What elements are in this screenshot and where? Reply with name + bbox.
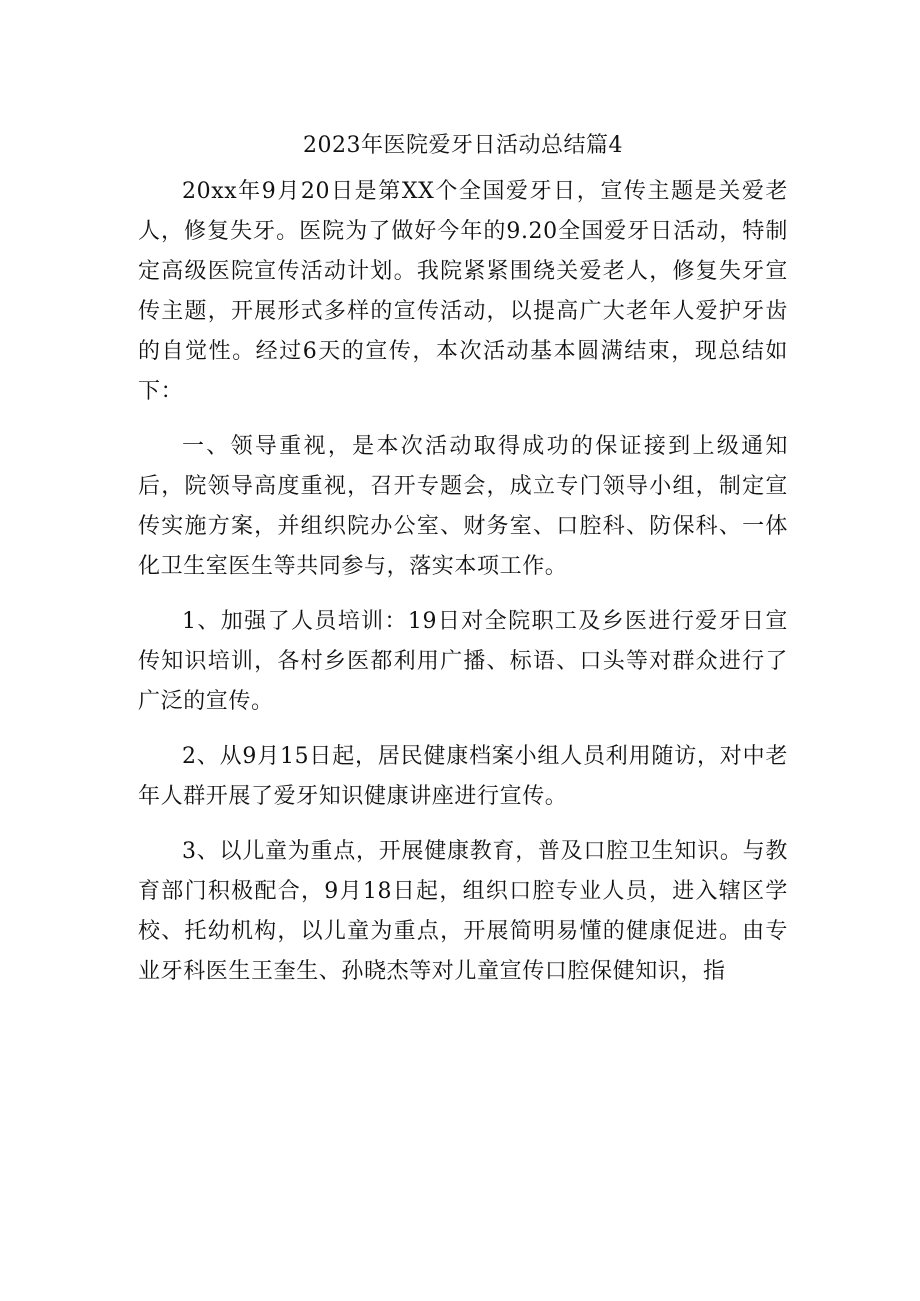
paragraph-intro: 20xx年9月20日是第XX个全国爱牙日，宣传主题是关爱老人，修复失牙。医院为了做好今年的9.20全国爱牙日活动，特制定高级医院宣传活动计划。我院紧紧围绕关爱老人，修复失牙宣传主题，开展形式多样的宣传活动，以提高广大老年人爱护牙齿的自觉性。经过6天的宣传，本次活动基本圆满结束，现总结如下： — [138, 179, 788, 404]
document-body — [138, 128, 788, 1007]
paragraph-item-3: 3、以儿童为重点，开展健康教育，普及口腔卫生知识。与教育部门积极配合，9月18日起，组织口腔专业人员，进入辖区学校、托幼机构，以儿童为重点，开展简明易懂的健康促进。由专业牙科医生王奎生、孙晓杰等对儿童宣传口腔保健知识，指 — [138, 839, 788, 984]
paragraph-item-1: 1、加强了人员培训：19日对全院职工及乡医进行爱牙日宣传知识培训，各村乡医都利用广播、标语、口头等对群众进行了广泛的宣传。 — [138, 609, 788, 714]
document-title: 2023年医院爱牙日活动总结篇4 — [303, 133, 623, 158]
paragraph-item-2: 2、从9月15日起，居民健康档案小组人员利用随访，对中老年人群开展了爱牙知识健康讲座进行宣传。 — [138, 744, 788, 809]
paragraph-section-1: 一、领导重视，是本次活动取得成功的保证接到上级通知后，院领导高度重视，召开专题会，成立专门领导小组，制定宣传实施方案，并组织院办公室、财务室、口腔科、防保科、一体化卫生室医生等共同参与，落实本项工作。 — [138, 434, 788, 579]
